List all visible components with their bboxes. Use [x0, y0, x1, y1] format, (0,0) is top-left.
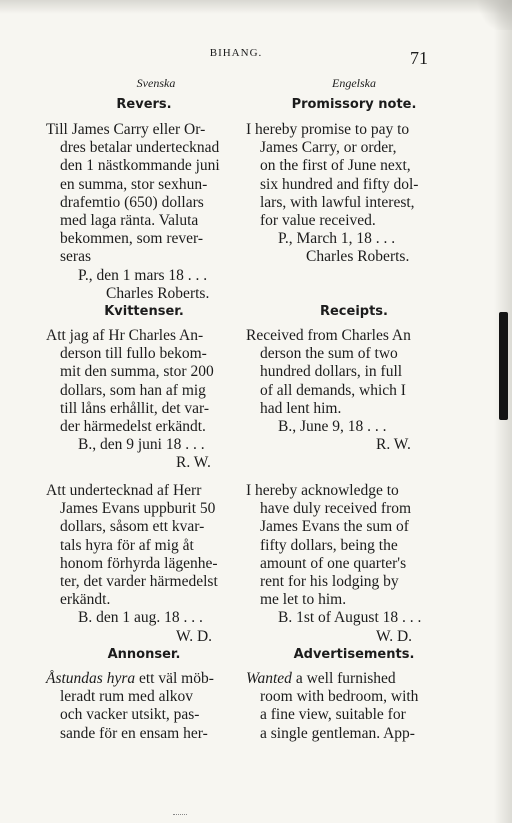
- page-number: 71: [410, 48, 428, 68]
- signature: W. D.: [176, 627, 213, 645]
- signature: Charles Roberts.: [306, 248, 410, 266]
- receipt2-english-text: [246, 482, 436, 646]
- running-head: BIHANG.: [209, 47, 263, 59]
- place-date: P., den 1 mars 18 . . .: [78, 266, 208, 284]
- section-title-kvittenser: Kvittenser.: [104, 304, 184, 319]
- printer-mark: [173, 808, 187, 815]
- text-line: had lent him.: [260, 399, 342, 417]
- annons-swedish-text: [46, 670, 236, 743]
- text-line: med laga ränta. Valuta: [60, 212, 199, 230]
- text-line: [246, 670, 436, 688]
- text-line: James Carry, or order,: [260, 139, 397, 157]
- section-title-annonser: Annonser.: [107, 647, 181, 662]
- text-line: Att jag af Hr Charles An-: [46, 327, 204, 344]
- text-line: James Evans the sum of: [260, 518, 409, 536]
- binding-mark: [499, 312, 508, 420]
- italic-lead: Åstundas hyra: [46, 670, 136, 687]
- text-line: till låns erhållit, det var-: [60, 399, 210, 417]
- text-line: erkändt.: [60, 591, 111, 609]
- text-line: a fine view, suitable for: [260, 706, 406, 724]
- text-line: derson till fullo bekom-: [60, 345, 207, 363]
- place-date: B. 1st of August 18 . . .: [278, 609, 422, 627]
- receipt-english-text: [246, 327, 436, 454]
- text-line: rent for his lodging by: [260, 573, 399, 591]
- text-line: [46, 670, 236, 688]
- text-line: drafemtio (650) dollars: [60, 193, 204, 211]
- place-date: B. den 1 aug. 18 . . .: [78, 609, 203, 627]
- text-line: Att undertecknad af Herr: [46, 482, 202, 499]
- text-line: room with bedroom, with: [260, 688, 419, 706]
- signature: R. W.: [376, 436, 411, 454]
- text-line: dollars, som han af mig: [60, 381, 206, 399]
- text-line: Received from Charles An: [246, 327, 411, 344]
- text-line: en summa, stor sexhun-: [60, 175, 208, 193]
- text-line: tals hyra för af mig åt: [60, 536, 194, 554]
- text-line: a single gentleman. App-: [260, 724, 415, 742]
- text-line: dollars, såsom ett kvar-: [60, 518, 205, 536]
- place-date: B., den 9 juni 18 . . .: [78, 436, 205, 454]
- text-line: och vacker utsikt, pas-: [60, 706, 200, 724]
- section-title-receipts: Receipts.: [319, 304, 388, 319]
- section-title-promissory-note: Promissory note.: [291, 97, 417, 112]
- column-label-swedish: Svenska: [136, 76, 176, 90]
- place-date: B., June 9, 18 . . .: [278, 418, 387, 436]
- page-edge-shadow: [0, 0, 512, 14]
- text-line: I hereby acknowledge to: [246, 482, 399, 499]
- text-line: der härmedelst erkändt.: [60, 418, 206, 436]
- receipt2-swedish-text: [46, 482, 236, 646]
- text-line: sande för en ensam her-: [60, 724, 208, 742]
- text-line: James Evans uppburit 50: [60, 500, 216, 518]
- text-line: seras: [60, 248, 91, 266]
- text-line: of all demands, which I: [260, 381, 406, 399]
- text-line: bekommen, som rever-: [60, 230, 204, 248]
- text-line: den 1 nästkommande juni: [60, 157, 220, 175]
- section-title-advertisements: Advertisements.: [293, 647, 415, 662]
- section-title-revers: Revers.: [116, 97, 172, 112]
- text-line: me let to him.: [260, 591, 347, 609]
- text-line: amount of one quarter's: [260, 554, 407, 572]
- text-line: for value received.: [260, 212, 376, 230]
- column-label-english: Engelska: [332, 76, 376, 90]
- signature: Charles Roberts.: [106, 284, 210, 302]
- promissory-english-text: [246, 121, 436, 267]
- text-line: ter, det varder härmedelst: [60, 573, 218, 591]
- signature: R. W.: [176, 454, 211, 472]
- corner-shadow: [472, 0, 512, 30]
- text-rest: a well furnished: [291, 670, 396, 687]
- text-line: honom förhyrda lägenhe-: [60, 554, 218, 572]
- text-line: I hereby promise to pay to: [246, 121, 410, 138]
- text-line: dres betalar undertecknad: [60, 139, 220, 157]
- text-line: leradt rum med alkov: [60, 688, 193, 706]
- text-line: mit den summa, stor 200: [60, 363, 214, 381]
- italic-lead: Wanted: [246, 670, 292, 687]
- text-line: lars, with lawful interest,: [260, 193, 415, 211]
- text-line: derson the sum of two: [260, 345, 398, 363]
- text-line: hundred dollars, in full: [260, 363, 403, 381]
- signature: W. D.: [376, 627, 413, 645]
- text-line: on the first of June next,: [260, 157, 411, 175]
- kvittens-swedish-text: [46, 327, 236, 473]
- text-line: Till James Carry eller Or-: [46, 121, 206, 138]
- text-line: have duly received from: [260, 500, 412, 518]
- advertisement-english-text: [246, 670, 436, 743]
- text-line: fifty dollars, being the: [260, 536, 398, 554]
- revers-swedish-text: [46, 121, 236, 303]
- text-line: six hundred and fifty dol-: [260, 175, 419, 193]
- place-date: P., March 1, 18 . . .: [278, 230, 396, 248]
- text-rest: ett väl möb-: [135, 670, 214, 687]
